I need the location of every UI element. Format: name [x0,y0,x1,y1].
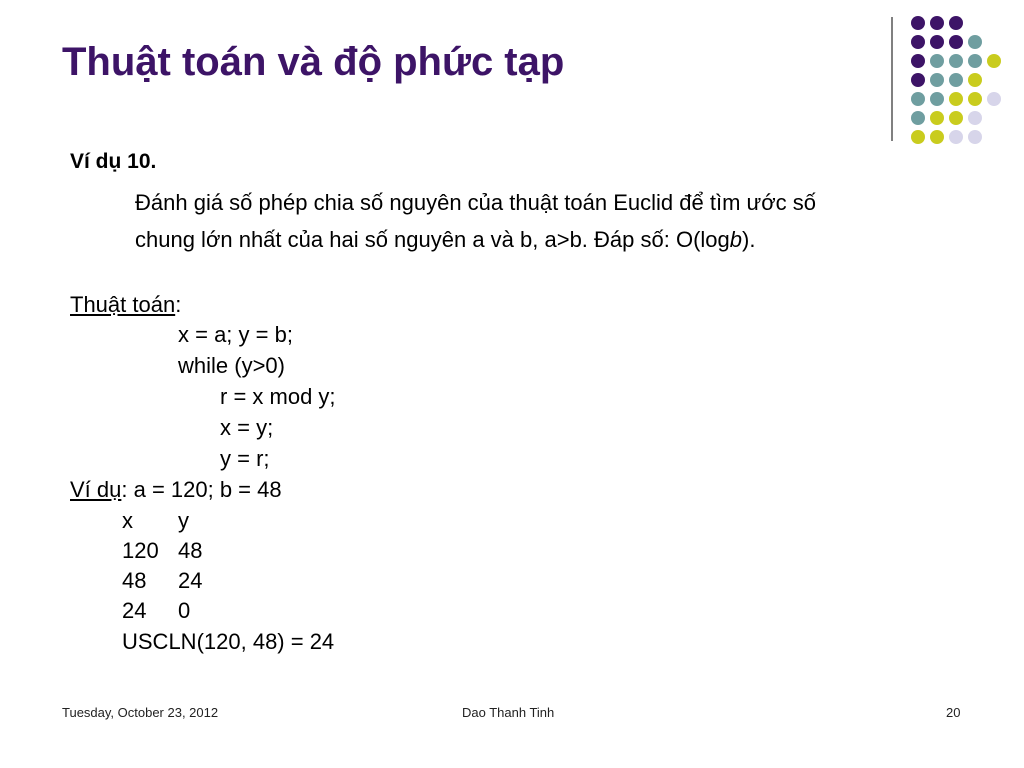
dot [949,54,963,68]
slide-title: Thuật toán và độ phức tạp [62,40,565,84]
dot [911,54,925,68]
page-number: 20 [946,705,961,720]
dot [968,35,982,49]
problem-line-2-text: chung lớn nhất của hai số nguyên a và b, a>b. Đáp số: O(log [135,227,730,252]
algorithm-heading [70,290,181,320]
table-cell-x: 24 [122,598,147,623]
worked-example-heading [70,475,282,505]
problem-line-2-suffix: ). [742,227,756,252]
dot [930,111,944,125]
code-line: y = r; [220,446,270,471]
dot [949,73,963,87]
code-line: x = a; y = b; [178,322,293,347]
problem-line-2-italic: b [729,227,743,252]
dot [911,130,925,144]
dot [968,92,982,106]
dot [987,54,1001,68]
result-line: USCLN(120, 48) = 24 [122,629,335,654]
table-header-x: x [122,508,133,533]
dot [930,16,944,30]
decorative-dot-grid [0,0,1024,150]
dot [968,54,982,68]
table-cell-x: 120 [122,538,159,563]
dot [949,111,963,125]
footer-author: Dao Thanh Tinh [462,705,555,720]
dot [968,111,982,125]
algorithm-label: Thuật toán [70,292,176,317]
problem-line-1: Đánh giá số phép chia số nguyên của thuật toán Euclid để tìm ước số [135,190,817,215]
algorithm-colon: : [175,292,182,317]
table-header-y: y [178,508,189,533]
dot [968,73,982,87]
code-line: r = x mod y; [220,384,336,409]
problem-line-2 [135,225,755,255]
table-cell-y: 24 [178,568,203,593]
worked-example-values: : a = 120; b = 48 [121,477,282,502]
dot [911,73,925,87]
dot [930,35,944,49]
table-cell-y: 0 [178,598,191,623]
dot [930,73,944,87]
dot [949,92,963,106]
dot [968,130,982,144]
dot [949,35,963,49]
footer-date: Tuesday, October 23, 2012 [62,705,219,720]
example-heading: Ví dụ 10. [70,150,157,173]
dot [911,111,925,125]
dot [987,92,1001,106]
code-line: x = y; [220,415,274,440]
table-cell-y: 48 [178,538,203,563]
code-line: while (y>0) [178,353,285,378]
dot [911,92,925,106]
dot [911,35,925,49]
dot [930,92,944,106]
table-cell-x: 48 [122,568,147,593]
dot [949,16,963,30]
dot [949,130,963,144]
dot [930,130,944,144]
dot [930,54,944,68]
dot [911,16,925,30]
worked-example-label: Ví dụ [70,477,122,502]
